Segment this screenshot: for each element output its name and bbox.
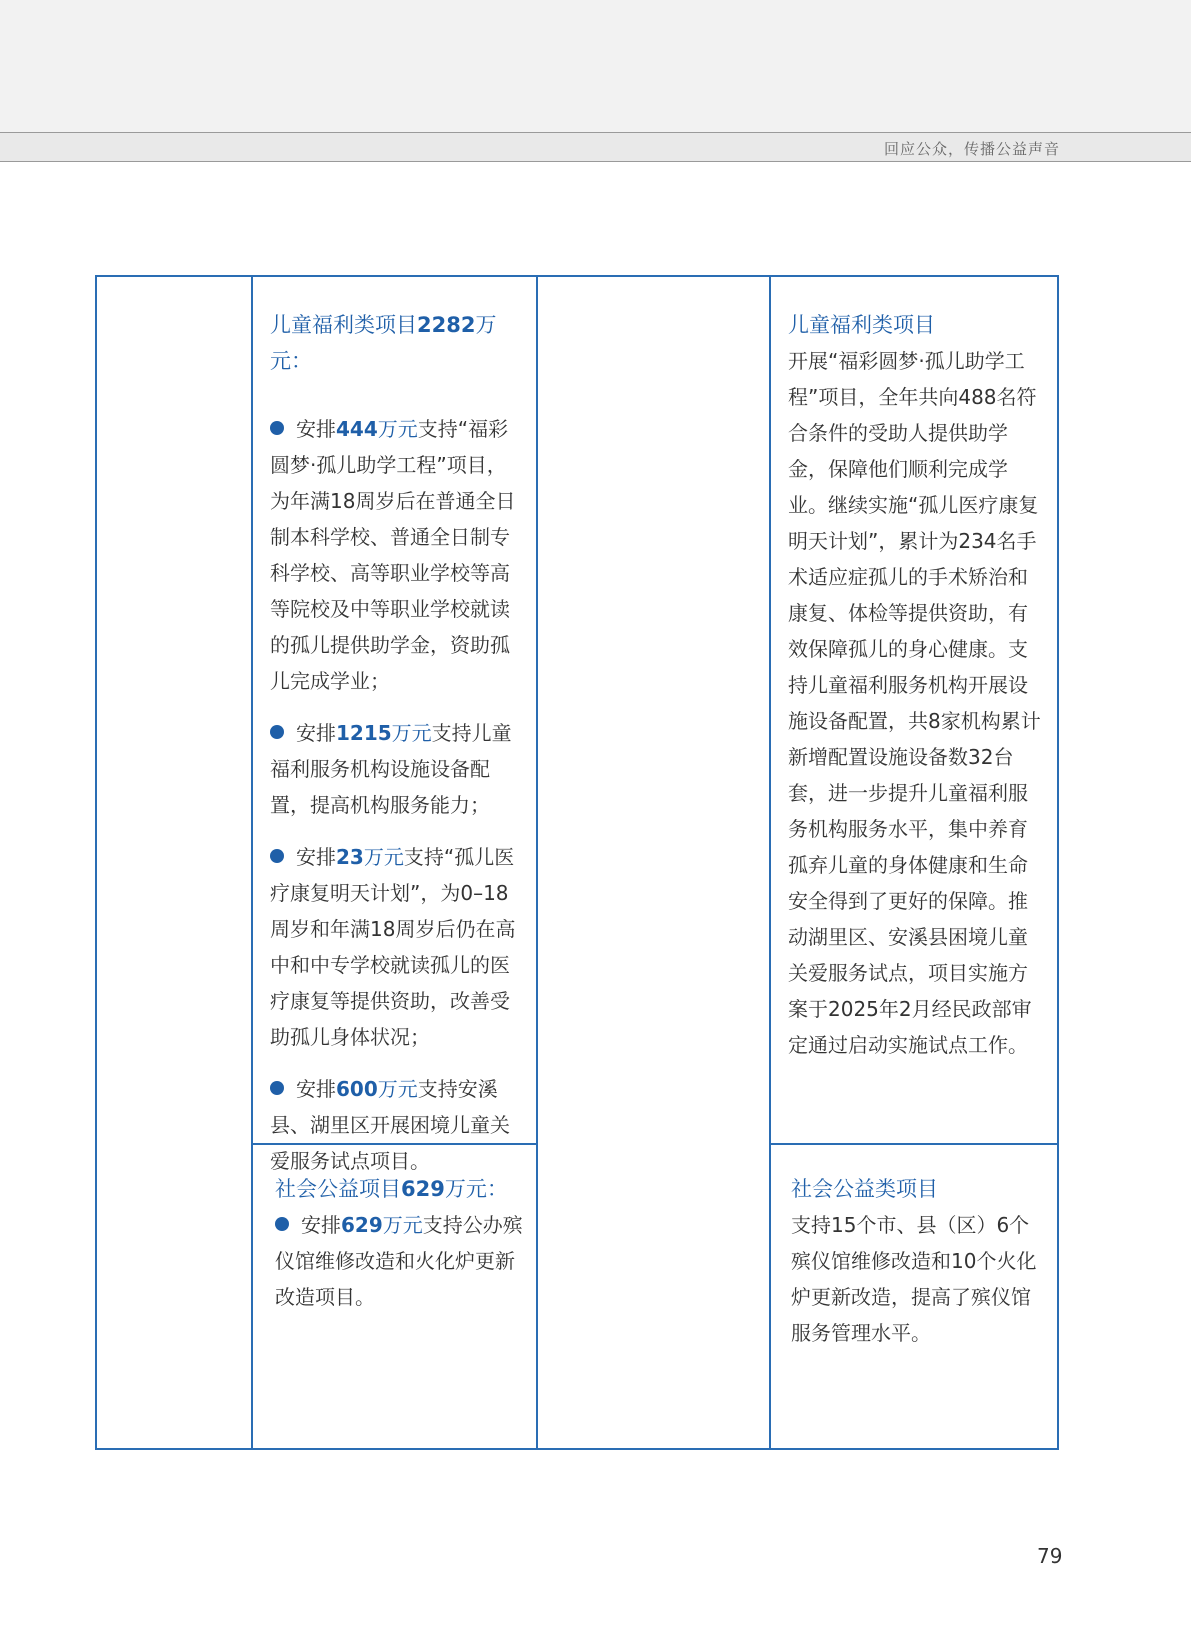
social-welfare-fund-bullet: 安排629万元支持公办殡仪馆维修改造和火化炉更新改造项目。 <box>275 1213 523 1309</box>
header-bar <box>0 132 1191 162</box>
child-welfare-fund-bullet: 安排444万元支持“福彩圆梦·孤儿助学工程”项目，为年满18周岁后在普通全日制本科学校、普通全日制专科学校、高等职业学校等高等院校及中等职业学校就读的孤儿提供助学金，资助孤儿完成学业； <box>270 417 516 693</box>
social-welfare-result-cell <box>791 1171 1042 1351</box>
social-welfare-fund-title: 社会公益项目629万元： <box>275 1177 508 1201</box>
table-row-divider <box>769 1143 1059 1145</box>
bullet-dot-icon <box>275 1217 289 1231</box>
top-band <box>0 0 1191 132</box>
funding-table <box>95 275 1059 1450</box>
child-welfare-result-title: 儿童福利类项目 <box>788 313 935 337</box>
table-column-divider <box>769 277 771 1448</box>
social-welfare-result-text: 支持15个市、县（区）6个殡仪馆维修改造和10个火化炉更新改造，提高了殡仪馆服务管理水平。 <box>791 1213 1037 1345</box>
bullet-dot-icon <box>270 725 284 739</box>
table-column-divider <box>251 277 253 1448</box>
child-welfare-fund-title: 儿童福利类项目2282万元： <box>270 313 497 373</box>
child-welfare-fund-bullet: 安排23万元支持“孤儿医疗康复明天计划”，为0–18周岁和年满18周岁后仍在高中和中专学校就读孤儿的医疗康复等提供资助，改善受助孤儿身体状况； <box>270 845 516 1049</box>
child-welfare-fund-bullet: 安排600万元支持安溪县、湖里区开展困境儿童关爱服务试点项目。 <box>270 1077 510 1173</box>
header-slogan: 回应公众，传播公益声音 <box>883 140 1060 158</box>
child-welfare-result-cell <box>788 307 1042 1063</box>
page-number: 79 <box>1037 1544 1063 1568</box>
child-welfare-fund-cell <box>270 307 526 1179</box>
table-column-divider <box>536 277 538 1448</box>
child-welfare-result-text: 开展“福彩圆梦·孤儿助学工程”项目，全年共向488名符合条件的受助人提供助学金，保障他们顺利完成学业。继续实施“孤儿医疗康复明天计划”，累计为234名手术适应症孤儿的手术矫治和康复、体检等提供资助，有效保障孤儿的身心健康。支持儿童福利服务机构开展设施设备配置，共8家机构累计新增配置设施设备数32台套，进一步提升儿童福利服务机构服务水平，集中养育孤弃儿童的身体健康和生命安全得到了更好的保障。推动湖里区、安溪县困境儿童关爱服务试点，项目实施方案于2025年2月经民政部审定通过启动实施试点工作。 <box>788 349 1041 1057</box>
bullet-dot-icon <box>270 849 284 863</box>
bullet-dot-icon <box>270 421 284 435</box>
social-welfare-fund-cell <box>275 1171 526 1315</box>
bullet-dot-icon <box>270 1081 284 1095</box>
social-welfare-result-title: 社会公益类项目 <box>791 1177 938 1201</box>
child-welfare-fund-bullet: 安排1215万元支持儿童福利服务机构设施设备配置，提高机构服务能力； <box>270 721 512 817</box>
